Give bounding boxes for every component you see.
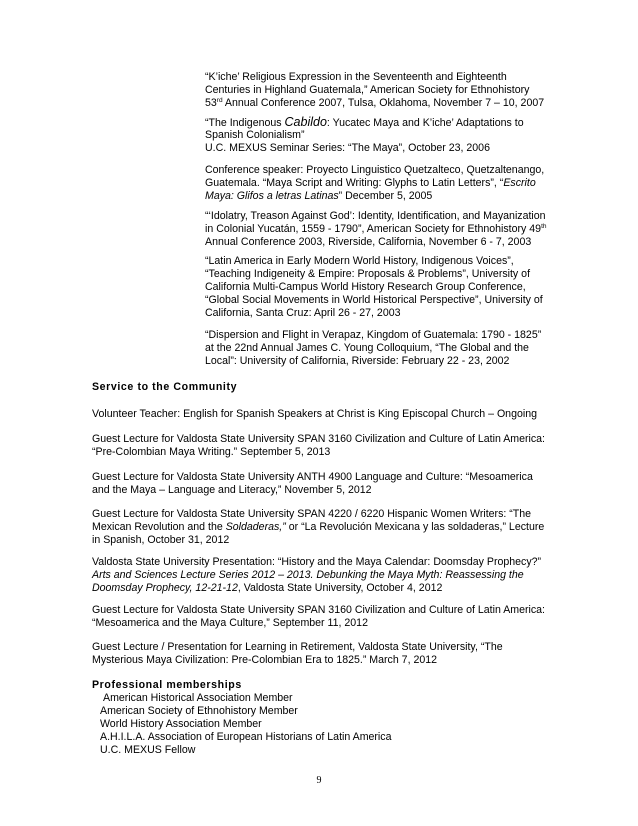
- text-line: California, Santa Cruz: April 26 - 27, 2003: [205, 307, 401, 319]
- text-line: and the Maya – Language and Literacy,” November 5, 2012: [92, 484, 372, 496]
- text-line: Mexican Revolution and the Soldaderas,” or “La Revolución Mexicana y las soldaderas,” Lecture: [92, 521, 545, 533]
- text-line: Conference speaker: Proyecto Linguistico Quetzalteco, Quetzaltenango,: [205, 164, 545, 176]
- text-line: “Global Social Movements in World Historical Perspective”, University of: [205, 294, 543, 306]
- membership-item: American Historical Association Member: [103, 692, 293, 704]
- text-line: Guatemala. “Maya Script and Writing: Glyphs to Latin Letters”, “Escrito: [205, 177, 536, 189]
- text-line: Maya: Glifos a letras Latinas” December 5, 2005: [205, 190, 433, 202]
- text-line: Mysterious Maya Civilization: Pre-Colombian Era to 1825.” March 7, 2012: [92, 654, 438, 666]
- text-line: at the 22nd Annual James C. Young Colloquium, “The Global and the: [205, 342, 529, 354]
- membership-item: World History Association Member: [100, 718, 262, 730]
- text-line: Spanish Colonialism”: [205, 129, 305, 141]
- membership-item: A.H.I.L.A. Association of European Historians of Latin America: [100, 731, 392, 743]
- text-line: Guest Lecture for Valdosta State University ANTH 4900 Language and Culture: “Mesoamerica: [92, 471, 533, 483]
- text-line: “Latin America in Early Modern World History, Indigenous Voices”,: [205, 255, 514, 267]
- text-line: “The Indigenous Cabildo: Yucatec Maya and K’iche’ Adaptations to: [205, 115, 524, 129]
- text-line: Guest Lecture / Presentation for Learning in Retirement, Valdosta State University, “The: [92, 641, 503, 653]
- text-line: “K’iche’ Religious Expression in the Seventeenth and Eighteenth: [205, 71, 507, 83]
- text-line: “Dispersion and Flight in Verapaz, Kingdom of Guatemala: 1790 - 1825”: [205, 329, 542, 341]
- membership-item: U.C. MEXUS Fellow: [100, 744, 196, 756]
- text-line: “Mesoamerica and the Maya Culture,” September 11, 2012: [92, 617, 368, 629]
- text-line: “‘Idolatry, Treason Against God’: Identity, Identification, and Mayanization: [205, 210, 546, 222]
- text-line: Centuries in Highland Guatemala,” American Society for Ethnohistory: [205, 84, 530, 96]
- text-line: Guest Lecture for Valdosta State University SPAN 3160 Civilization and Culture of Latin America:: [92, 604, 546, 616]
- page-number: 9: [316, 775, 322, 786]
- text-line: California Multi-Campus World History Research Group Conference,: [205, 281, 526, 293]
- section-heading-service: Service to the Community: [92, 381, 238, 393]
- text-line: Doomsday Prophecy, 12-21-12, Valdosta State University, October 4, 2012: [92, 582, 443, 594]
- text-line: Guest Lecture for Valdosta State University SPAN 4220 / 6220 Hispanic Women Writers: “The: [92, 508, 532, 520]
- text-line: 53rd Annual Conference 2007, Tulsa, Oklahoma, November 7 – 10, 2007: [205, 97, 545, 109]
- service-item-volunteer: Volunteer Teacher: English for Spanish Speakers at Christ is King Episcopal Church – Ongoing: [92, 408, 537, 420]
- text-line: in Colonial Yucatán, 1559 - 1790”, American Society for Ethnohistory 49th: [205, 223, 547, 235]
- text-line: Arts and Sciences Lecture Series 2012 – 2013. Debunking the Maya Myth: Reassessing the: [92, 569, 524, 581]
- text-line: U.C. MEXUS Seminar Series: “The Maya”, October 23, 2006: [205, 142, 490, 154]
- text-line: Annual Conference 2003, Riverside, California, November 6 - 7, 2003: [205, 236, 532, 248]
- section-heading-memberships: Professional memberships: [92, 679, 242, 691]
- text-line: “Teaching Indigeneity & Empire: Proposals & Problems”, University of: [205, 268, 531, 280]
- text-line: in Spanish, October 31, 2012: [92, 534, 230, 546]
- text-line: Valdosta State University Presentation: “History and the Maya Calendar: Doomsday Prophecy?”: [92, 556, 542, 568]
- text-line: Guest Lecture for Valdosta State University SPAN 3160 Civilization and Culture of Latin America:: [92, 433, 546, 445]
- membership-item: American Society of Ethnohistory Member: [100, 705, 298, 717]
- text-line: “Pre-Colombian Maya Writing.” September 5, 2013: [92, 446, 331, 458]
- text-line: Local”: University of California, Riverside: February 22 - 23, 2002: [205, 355, 510, 367]
